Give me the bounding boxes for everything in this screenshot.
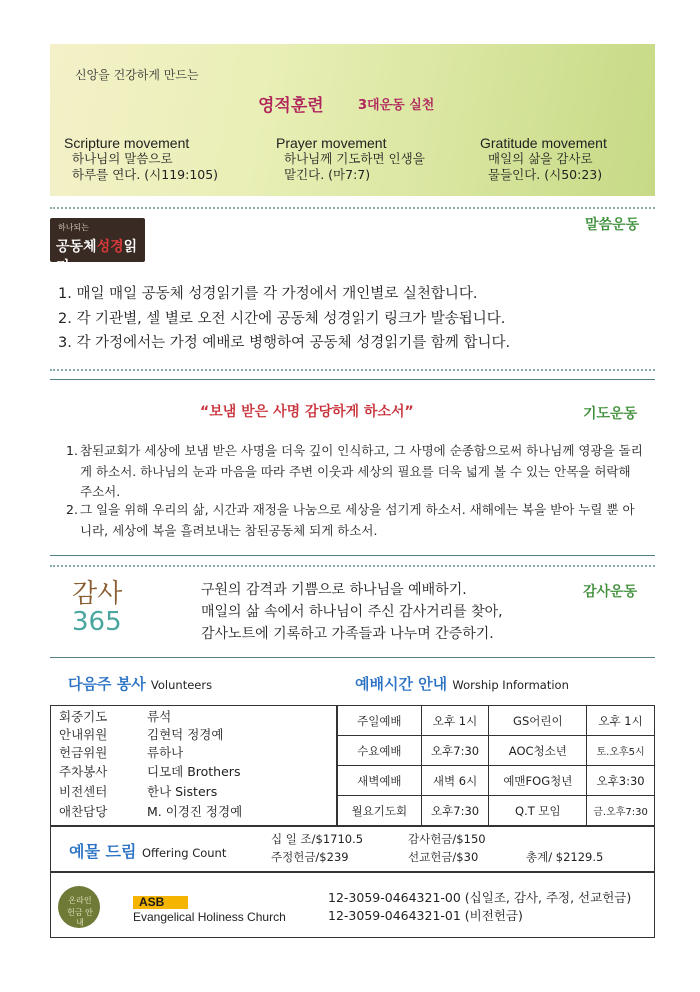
- list-item: 2. 각 기관별, 셀 별로 오전 시간에 공동체 성경읽기 링크가 발송됩니다.: [58, 310, 506, 327]
- table-cell: GS어린이: [489, 706, 587, 736]
- volunteers-table: [50, 705, 337, 826]
- table-cell: 토.오후5시: [587, 736, 655, 766]
- prayer-item: 1. 참된교회가 세상에 보냄 받은 사명을 더욱 깊이 인식하고, 그 사명에 순종함으로써 하나님께 영광을 돌리게 하소서. 하나님의 눈과 마음을 따라 주변 이웃과 세상의 필요를 더욱 넓게 볼 수 있는 안목을 허락해 주소서.: [66, 443, 643, 499]
- gratitude-movement-desc: 매일의 삶을 감사로 물들인다. (시50:23): [488, 151, 603, 182]
- banner-title: 영적훈련: [258, 96, 324, 116]
- divider: [50, 379, 655, 380]
- divider: [50, 369, 655, 371]
- gratitude-movement-tag: 감사운동: [583, 584, 638, 600]
- prayer-movement-desc: 하나님께 기도하면 인생을 맡긴다. (마7:7): [284, 151, 425, 182]
- scripture-movement-desc: 하나님의 말씀으로 하루를 연다. (시119:105): [72, 151, 219, 182]
- table-cell: 금.오후7:30: [587, 796, 655, 826]
- table-cell: 오후 1시: [421, 706, 489, 736]
- account-number-1: 12-3059-0464321-00 (십일조, 감사, 주정, 선교헌금): [328, 890, 632, 905]
- table-cell: 주일예배: [338, 706, 422, 736]
- prayer-movement-tag: 기도운동: [583, 406, 638, 422]
- offering-total: 총계/ $2129.5: [526, 850, 604, 864]
- prayer-item: 2. 그 일을 위해 우리의 삶, 시간과 재정을 나눔으로 세상을 섬기게 하소서. 새해에는 복을 받아 누릴 뿐 아니라, 세상에 복을 흘려보내는 참된공동체 되게 하소서.: [66, 502, 635, 538]
- banner-title-suffix: 3대운동 실천: [358, 98, 435, 113]
- word-movement-list: [58, 282, 510, 356]
- volunteer-row: 애찬담당 M. 이경진 정경예: [59, 804, 243, 819]
- table-row: [338, 766, 655, 796]
- gratitude-365-logo: 감사 365: [72, 579, 123, 637]
- table-row: [338, 736, 655, 766]
- prayer-movement-title: Prayer movement: [276, 135, 387, 151]
- weekly-offering-amount: 주정헌금/$239: [271, 850, 349, 864]
- list-item: 3. 각 가정에서는 가정 예배로 병행하여 공동체 성경읽기를 함께 합니다.: [58, 335, 511, 351]
- volunteer-row: 주차봉사 디모데 Brothers: [59, 764, 241, 779]
- table-cell: 예맨FOG청년: [489, 766, 587, 796]
- divider: [50, 207, 655, 209]
- account-number-2: 12-3059-0464321-01 (비전헌금): [328, 908, 523, 923]
- table-cell: 오후3:30: [587, 766, 655, 796]
- spiritual-training-banner: [50, 44, 655, 196]
- tithe-amount: 십 일 조/$1710.5: [271, 832, 364, 846]
- logo-small-text: 하나되는: [58, 223, 89, 232]
- thanks-offering-amount: 감사헌금/$150: [408, 832, 486, 846]
- volunteer-row: 회중기도 류석: [59, 709, 172, 724]
- worship-schedule-table: [337, 705, 655, 826]
- gratitude-text: 구원의 감격과 기쁨으로 하나님을 예배하기. 매일의 삶 속에서 하나님이 주신 감사거리를 찾아, 감사노트에 기록하고 가족들과 나누며 간증하기.: [201, 582, 503, 642]
- table-cell: 월요기도회: [338, 796, 422, 826]
- word-movement-tag: 말씀운동: [585, 217, 640, 233]
- table-cell: 오후7:30: [421, 796, 489, 826]
- table-cell: 오후 1시: [587, 706, 655, 736]
- asb-logo: ASB: [133, 896, 188, 909]
- bible-reading-logo: [50, 218, 145, 275]
- table-row: [338, 706, 655, 736]
- offering-box: [50, 826, 655, 872]
- gratitude-movement-title: Gratitude movement: [480, 135, 607, 151]
- volunteer-row: 안내위원 김현덕 정경예: [59, 727, 224, 742]
- table-cell: Q.T 모임: [489, 796, 587, 826]
- scripture-movement-title: Scripture movement: [64, 135, 190, 151]
- divider: [50, 657, 655, 658]
- table-row: [338, 796, 655, 826]
- logo-main-text: 공동체성경읽기: [56, 239, 138, 275]
- banner-subtitle: 신앙을 건강하게 만드는: [75, 68, 199, 82]
- church-name: Evangelical Holiness Church: [133, 910, 286, 924]
- worship-heading: 예배시간 안내 Worship Information: [355, 675, 569, 693]
- volunteer-row: 헌금위원 류하나: [59, 745, 184, 760]
- list-item: 1. 매일 매일 공동체 성경읽기를 각 가정에서 개인별로 실천합니다.: [58, 286, 478, 302]
- table-cell: 새벽 6시: [421, 766, 489, 796]
- mission-offering-amount: 선교헌금/$30: [408, 850, 479, 864]
- divider: [50, 565, 655, 567]
- volunteer-row: 비전센터 한나 Sisters: [59, 784, 218, 799]
- table-cell: 새벽예배: [338, 766, 422, 796]
- table-cell: 수요예배: [338, 736, 422, 766]
- table-cell: 오후7:30: [421, 736, 489, 766]
- online-offering-badge[interactable]: 온라인 헌금 안내: [58, 886, 100, 928]
- offering-heading: 예물 드림 Offering Count: [69, 842, 227, 861]
- divider: [50, 555, 655, 556]
- volunteers-heading: 다음주 봉사 Volunteers: [68, 675, 213, 693]
- table-cell: AOC청소년: [489, 736, 587, 766]
- prayer-title: “보냄 받은 사명 감당하게 하소서”: [200, 404, 414, 420]
